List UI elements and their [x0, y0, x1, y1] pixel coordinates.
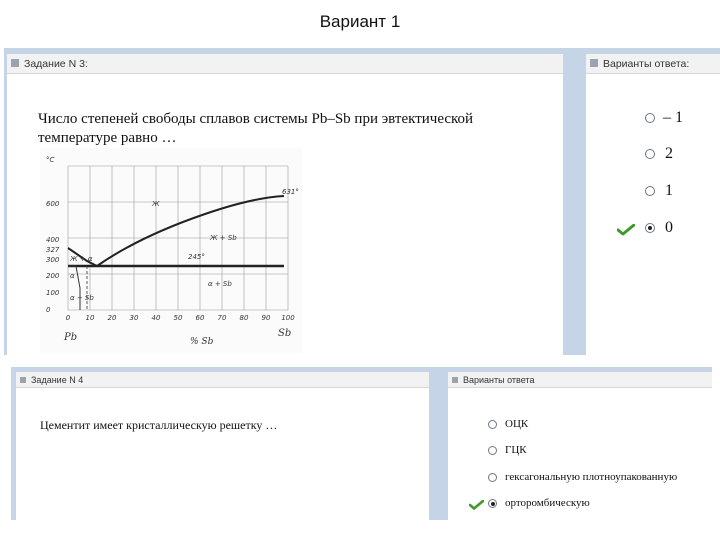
x-tick: 70	[217, 314, 227, 322]
task4-header-label: Задание N 4	[31, 375, 84, 385]
panel-square-icon	[452, 377, 458, 383]
region-liquid-sb: Ж + Sb	[210, 234, 237, 242]
panel-square-icon	[20, 377, 26, 383]
task4-option[interactable]	[488, 471, 677, 483]
option-label: ГЦК	[505, 444, 527, 456]
option-label: гексагональную плотноупакованную	[505, 471, 678, 483]
radio-button[interactable]	[645, 113, 655, 123]
task3-answers-header-label: Варианты ответа:	[603, 58, 690, 70]
task3-question-header	[7, 54, 563, 74]
radio-button[interactable]	[645, 186, 655, 196]
task4-question-text: Цементит имеет кристаллическую решетку …	[40, 418, 278, 432]
y-tick-600: 600	[46, 200, 60, 208]
x-axis-label: % Sb	[190, 337, 214, 347]
task3-answers-frame	[568, 48, 720, 355]
task3-option[interactable]	[645, 145, 673, 163]
task4-option[interactable]	[488, 497, 590, 509]
task3-option[interactable]	[645, 109, 683, 127]
option-label: – 1	[663, 109, 683, 126]
x-tick: 90	[261, 314, 271, 322]
task4-question-panel	[16, 372, 429, 520]
y-tick-0: 0	[46, 306, 51, 314]
x-tick: 30	[129, 314, 139, 322]
region-alpha-sb: α + Sb	[208, 280, 232, 288]
y-tick-300: 300	[46, 256, 60, 264]
radio-button-selected[interactable]	[488, 499, 497, 508]
x-tick: 40	[151, 314, 161, 322]
task3-question-text: Число степеней свободы сплавов системы Pb–Sb при эвтектической температуре равно …	[38, 111, 474, 146]
panel-square-icon	[590, 59, 598, 67]
task3-question-frame	[4, 48, 570, 355]
y-tick-400: 400	[46, 236, 60, 244]
radio-button[interactable]	[488, 446, 497, 455]
panel-square-icon	[11, 59, 19, 67]
right-element-label: Sb	[278, 328, 292, 339]
option-label: 2	[665, 145, 673, 162]
region-alpha-sb-left: α + Sb	[70, 294, 94, 302]
x-tick: 80	[239, 314, 249, 322]
task4-question-header	[16, 372, 429, 388]
task3-answers-header	[586, 54, 720, 74]
x-tick: 10	[85, 314, 95, 322]
task3-question-panel	[7, 54, 563, 355]
task3-header-label: Задание N 3:	[24, 58, 88, 70]
option-label: орторомбическую	[505, 497, 590, 509]
radio-button[interactable]	[645, 149, 655, 159]
task4-answers-header-label: Варианты ответа	[463, 375, 535, 385]
check-icon	[617, 224, 635, 236]
radio-button[interactable]	[488, 420, 497, 429]
eutectic-temp-label: 245°	[188, 253, 205, 261]
x-tick: 100	[281, 314, 295, 322]
task4-option[interactable]	[488, 444, 527, 456]
task3-option[interactable]	[645, 219, 673, 237]
x-tick: 60	[195, 314, 205, 322]
x-tick: 0	[65, 314, 71, 322]
region-alpha: α	[70, 272, 75, 280]
radio-button-selected[interactable]	[645, 223, 655, 233]
region-liquid-alpha: Ж + α	[70, 255, 93, 263]
x-tick: 50	[173, 314, 183, 322]
option-label: ОЦК	[505, 418, 529, 430]
check-icon	[469, 500, 484, 510]
task4-question-frame	[11, 367, 434, 520]
phase-diagram	[40, 148, 302, 353]
task4-answers-header	[448, 372, 712, 388]
y-unit-label: °C	[46, 156, 55, 164]
sb-melting-label: 631°	[282, 188, 299, 196]
task3-option[interactable]	[645, 182, 673, 200]
region-liquid: Ж	[152, 200, 160, 208]
radio-button[interactable]	[488, 473, 497, 482]
y-tick-327: 327	[46, 246, 60, 254]
page-title: Вариант 1	[319, 12, 401, 31]
option-label: 0	[665, 219, 673, 236]
task4-option[interactable]	[488, 418, 528, 430]
y-tick-100: 100	[46, 289, 60, 297]
option-label: 1	[665, 182, 673, 199]
task3-answers-panel	[586, 54, 720, 355]
left-element-label: Pb	[64, 332, 78, 343]
x-tick: 20	[107, 314, 117, 322]
y-tick-200: 200	[46, 272, 60, 280]
